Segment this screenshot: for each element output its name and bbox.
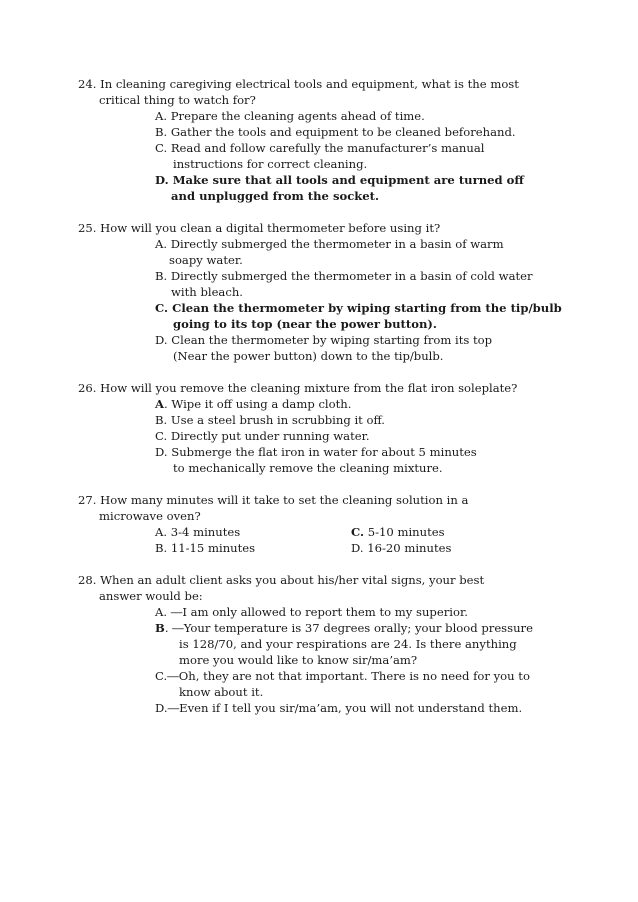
- option-b: B. 11-15 minutes: [155, 541, 256, 555]
- question-stem-cont: critical thing to watch for?: [99, 93, 256, 107]
- option-b-answer: [155, 620, 533, 636]
- option-d-answer: D. Make sure that all tools and equipment are turned off: [155, 173, 524, 187]
- option-a-answer: [155, 396, 351, 412]
- answer-letter: A: [155, 397, 164, 411]
- option-c: C. Read and follow carefully the manufacturer’s manual: [155, 141, 485, 155]
- option-c-answer: [351, 524, 445, 540]
- question-stem: 28. When an adult client asks you about his/her vital signs, your best: [78, 573, 485, 587]
- question-stem: 26. How will you remove the cleaning mixture from the flat iron soleplate?: [78, 381, 518, 395]
- option-d-answer-cont: and unplugged from the socket.: [171, 189, 380, 203]
- question-stem-cont: microwave oven?: [99, 509, 201, 523]
- option-c-answer: C. Clean the thermometer by wiping starting from the tip/bulb: [155, 301, 562, 315]
- option-b: B. Gather the tools and equipment to be cleaned beforehand.: [155, 125, 516, 139]
- option-d: D.―Even if I tell you sir/ma’am, you will not understand them.: [155, 701, 523, 715]
- option-b-cont: is 128/70, and your respirations are 24. Is there anything: [179, 637, 517, 651]
- option-c-cont: know about it.: [179, 685, 264, 699]
- option-c-answer-cont: going to its top (near the power button).: [173, 317, 437, 331]
- option-a: A. Prepare the cleaning agents ahead of time.: [155, 109, 425, 123]
- option-d: D. 16-20 minutes: [351, 541, 452, 555]
- option-d-cont: to mechanically remove the cleaning mixture.: [173, 461, 443, 475]
- question-stem-cont: answer would be:: [99, 589, 203, 603]
- option-a: A. ―I am only allowed to report them to my superior.: [155, 605, 468, 619]
- option-d: D. Submerge the flat iron in water for about 5 minutes: [155, 445, 477, 459]
- option-d-cont: (Near the power button) down to the tip/bulb.: [173, 349, 444, 363]
- option-b-cont: more you would like to know sir/ma’am?: [179, 653, 418, 667]
- option-b: B. Use a steel brush in scrubbing it off.: [155, 413, 385, 427]
- answer-letter: C.: [351, 525, 365, 539]
- option-c: C.―Oh, they are not that important. There is no need for you to: [155, 669, 530, 683]
- option-a: A. 3-4 minutes: [155, 525, 241, 539]
- option-text: 5-10 minutes: [364, 525, 445, 539]
- option-a: A. Directly submerged the thermometer in a basin of warm: [155, 237, 504, 251]
- option-b: B. Directly submerged the thermometer in a basin of cold water: [155, 269, 533, 283]
- answer-letter: B: [155, 621, 165, 635]
- option-b-cont: with bleach.: [171, 285, 243, 299]
- option-text: . Wipe it off using a damp cloth.: [164, 397, 352, 411]
- question-stem: 25. How will you clean a digital thermometer before using it?: [78, 221, 441, 235]
- question-stem: 24. In cleaning caregiving electrical tools and equipment, what is the most: [78, 77, 519, 91]
- option-a-cont: soapy water.: [169, 253, 243, 267]
- option-c-cont: instructions for correct cleaning.: [173, 157, 368, 171]
- option-d: D. Clean the thermometer by wiping starting from its top: [155, 333, 493, 347]
- option-text: . ―Your temperature is 37 degrees orally; your blood pressure: [164, 621, 533, 635]
- question-stem: 27. How many minutes will it take to set the cleaning solution in a: [78, 493, 469, 507]
- option-c: C. Directly put under running water.: [155, 429, 370, 443]
